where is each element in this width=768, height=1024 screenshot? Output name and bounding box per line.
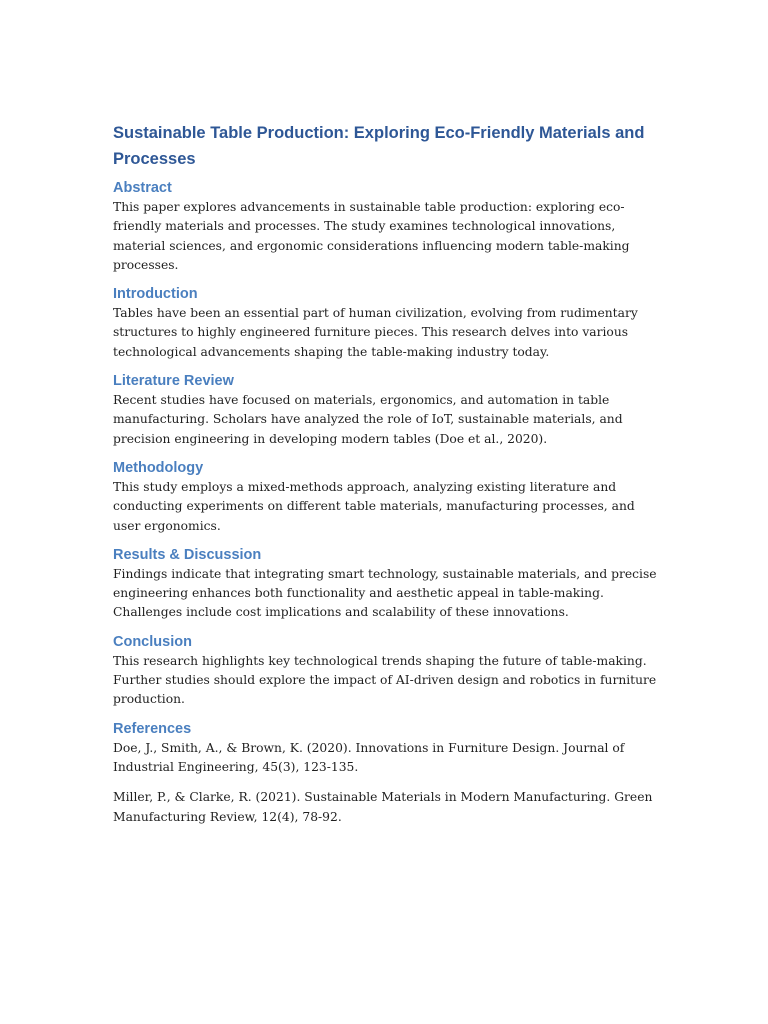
section-methodology	[113, 458, 658, 536]
paper-content	[113, 120, 658, 838]
section-abstract	[113, 178, 658, 275]
section-body-results-discussion: Findings indicate that integrating smart technology, sustainable materials, and precise engineering enhances both functionality and aesthetic appeal in table-making. Challenges include cost implications and scalability of these innovations.	[113, 566, 657, 620]
section-body-literature-review: Recent studies have focused on materials, ergonomics, and automation in table manufacturing. Scholars have analyzed the role of IoT, sustainable materials, and precision engineering in developing modern tables (Doe et al., 2020).	[113, 393, 623, 446]
section-body-methodology: This study employs a mixed-methods approach, analyzing existing literature and conducting experiments on different table materials, manufacturing processes, and user ergonomics.	[113, 479, 635, 533]
section-heading-conclusion: Conclusion	[113, 633, 192, 650]
section-body-conclusion: This research highlights key technological trends shaping the future of table-making. Further studies should explore the impact of AI-driven design and robotics in furniture production.	[113, 653, 657, 707]
section-heading-references: References	[113, 720, 192, 737]
section-references	[113, 719, 658, 827]
section-introduction	[113, 284, 658, 362]
section-heading-introduction: Introduction	[113, 286, 198, 303]
section-body-introduction: Tables have been an essential part of human civilization, evolving from rudimentary structures to highly engineered furniture pieces. This research delves into various technological advancements shaping the table-making industry today.	[113, 306, 638, 359]
section-heading-results-discussion: Results & Discussion	[113, 546, 262, 563]
section-heading-methodology: Methodology	[113, 459, 204, 476]
section-results-discussion	[113, 545, 658, 623]
reference-item: Doe, J., Smith, A., & Brown, K. (2020). Innovations in Furniture Design. Journal of Industrial Engineering, 45(3), 123-135.	[113, 740, 625, 774]
section-literature-review	[113, 371, 658, 449]
section-heading-abstract: Abstract	[113, 180, 172, 196]
section-conclusion	[113, 632, 658, 710]
section-body-abstract: This paper explores advancements in sustainable table production: exploring eco-friendly materials and processes. The study examines technological innovations, material sciences, and ergonomic considerations influencing modern table-making processes.	[113, 200, 630, 272]
paper-title: Sustainable Table Production: Exploring Eco-Friendly Materials and Processes	[113, 124, 645, 168]
section-heading-literature-review: Literature Review	[113, 373, 234, 390]
reference-item: Miller, P., & Clarke, R. (2021). Sustainable Materials in Modern Manufacturing. Green Manufacturing Review, 12(4), 78-92.	[113, 790, 653, 824]
